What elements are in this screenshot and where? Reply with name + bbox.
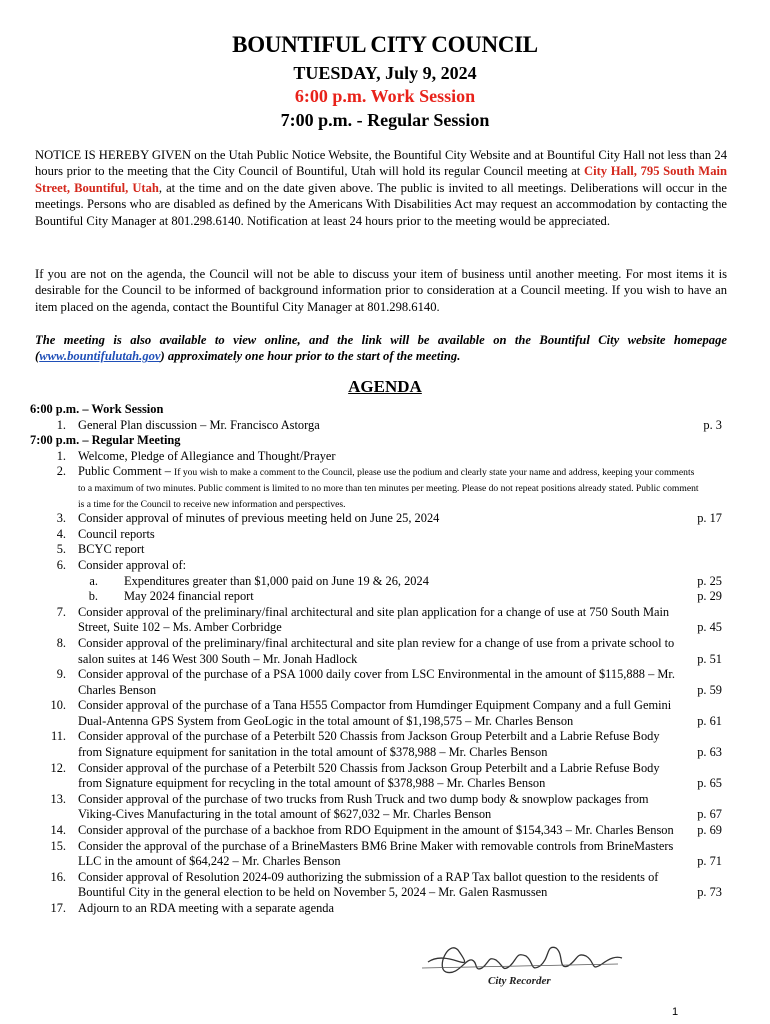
meeting-location: City Hall, 795 South Main Street, Bountiful, Utah: [35, 164, 727, 195]
item-number: 17.: [50, 901, 66, 915]
agenda-item: [30, 901, 730, 917]
agenda-item: [30, 761, 730, 792]
remaining-agenda-items: [30, 605, 730, 917]
item-text: May 2024 financial report: [124, 589, 254, 604]
agenda-item: [30, 667, 730, 698]
meeting-date: TUESDAY, July 9, 2024: [293, 63, 477, 83]
agenda-sub-item: [30, 574, 730, 590]
item-text: Consider approval of the purchase of a PSA 1000 daily cover from LSC Environmental in the amount of $115,888 – Mr. Charles Benson: [78, 667, 675, 697]
page-reference: p. 63: [697, 745, 722, 760]
item-number: 16.: [50, 869, 66, 884]
item-text: Consider approval of the preliminary/final architectural and site plan review for a change of use from a private school to salon suites at 146 West 300 South – Mr. Jonah Hadlock: [78, 635, 675, 666]
item-text: Consider the approval of the purchase of a BrineMasters BM6 Brine Maker with removable controls from BrineMasters LLC in the amount of $64,242 – Mr. Charles Benson: [78, 838, 674, 869]
page-reference: p. 61: [697, 713, 722, 728]
council-title: BOUNTIFUL CITY COUNCIL: [232, 32, 538, 57]
agenda-item: [30, 823, 730, 839]
item-text: Consider approval of the purchase of a Peterbilt 520 Chassis from Jackson Group Peterbilt and a Labrie Refuse Body from Signature equipment for recycling in the total amount of $378,988 – Mr. Charles Benson: [78, 760, 660, 791]
agenda-list: [30, 402, 730, 917]
page-reference: p. 73: [697, 885, 722, 900]
agenda-item: [30, 418, 730, 434]
agenda-item: [30, 870, 730, 901]
regular-meeting-heading: 7:00 p.m. – Regular Meeting: [30, 433, 181, 448]
work-session-time: 6:00 p.m. Work Session: [294, 86, 476, 106]
page-reference: p. 71: [697, 854, 722, 869]
agenda-item: 5. BCYC report: [56, 542, 145, 557]
item-text: Expenditures greater than $1,000 paid on June 19 & 26, 2024: [124, 573, 429, 588]
item-number: 1.: [56, 417, 66, 432]
page-reference: p. 67: [697, 807, 722, 822]
signature-title: City Recorder: [488, 975, 551, 987]
agenda-request-paragraph: If you are not on the agenda, the Council will not be able to discuss your item of business until another meeting. For most items it is desirable for the Council to be informed of background information prior to consideration at a Council meeting. If you wish to have an item placed on the agenda, contact the Bountiful City Manager at 801.298.6140.: [35, 267, 727, 314]
agenda-sub-item: [30, 589, 730, 605]
item-number: a.: [89, 573, 98, 588]
city-recorder-signature: [418, 938, 628, 990]
work-session-heading: 6:00 p.m. – Work Session: [30, 402, 164, 416]
item-number: 15.: [50, 838, 66, 853]
item-number: 11.: [50, 729, 66, 744]
page-reference: p. 25: [697, 573, 722, 588]
item-text: Consider approval of the purchase of two trucks from Rush Truck and two dump body & snowplow packages from Viking-Cives Manufacturing in the total amount of $627,032 – Mr. Charles Benson: [78, 791, 649, 822]
item-number: 8.: [56, 635, 66, 650]
page-reference: p. 45: [697, 620, 722, 635]
page-reference: p. 29: [697, 589, 722, 604]
agenda-item: 3. Consider approval of minutes of previous meeting held on June 25, 2024 p. 17: [56, 511, 722, 526]
item-number: 10.: [50, 698, 66, 713]
item-text: Consider approval of Resolution 2024-09 authorizing the submission of a RAP Tax ballot question to the residents of Bountiful City in the general election to be held on November 5, 2024 – Mr. Galen Rasmussen: [78, 869, 659, 900]
item-number: 7.: [56, 604, 66, 619]
item-text: Consider approval of the purchase of a Tana H555 Compactor from Humdinger Equipment Company and a full Gemini Dual-Antenna GPS System from GeoLogic in the total amount of $1,198,575 – Mr. Charles Benson: [78, 698, 672, 728]
regular-session-time: 7:00 p.m. - Regular Session: [280, 110, 490, 130]
agenda-item: [30, 839, 730, 870]
page-reference: p. 51: [697, 651, 722, 666]
item-number: 14.: [50, 823, 66, 838]
item-number: 12.: [50, 760, 66, 775]
item-text: Consider approval of the preliminary/final architectural and site plan application for a change of use at 750 South Main Street, Suite 102 – Ms. Amber Corbridge: [78, 604, 670, 635]
website-link[interactable]: www.bountifulutah.gov: [39, 349, 161, 364]
public-comment-instructions: If you wish to make a comment to the Council, please use the podium and clearly state your name and address, keeping your comments to a maximum of two minutes. Public comment is limited to no more than ten minutes per meeting. Please do not repeat positions already stated. Public comment is a time for the Council to receive new information and perspectives.: [78, 467, 699, 510]
agenda-item: 6. Consider approval of:: [56, 557, 187, 572]
page-reference: p. 3: [703, 417, 722, 432]
agenda-item: 4. Council reports: [56, 526, 155, 541]
page-number: 1: [672, 1006, 679, 1018]
agenda-item: [30, 636, 730, 667]
item-text: General Plan discussion – Mr. Francisco Astorga: [78, 417, 320, 432]
item-number: 9.: [56, 667, 66, 682]
agenda-heading: AGENDA: [348, 377, 422, 396]
agenda-item: [30, 792, 730, 823]
approval-sub-items: [30, 574, 730, 605]
agenda-item: 1. Welcome, Pledge of Allegiance and Thought/Prayer: [56, 448, 336, 463]
agenda-item-public-comment: 2. Public Comment – If you wish to make a comment to the Council, please use the podium and clearly state your name and address, keeping your comments to a maximum of two minutes. Public comment is limited to no more than ten minutes per meeting. Please do not repeat positions already stated. Public comment is a time for the Council to receive new information and perspectives.: [56, 464, 699, 510]
page-reference: p. 17: [697, 511, 722, 526]
public-notice-paragraph: NOTICE IS HEREBY GIVEN on the Utah Public Notice Website, the Bountiful City Website and at Bountiful City Hall not less than 24 hours prior to the meeting that the City Council of Bountiful, Utah will hold its regular Council meeting at City Hall, 795 South Main Street, Bountiful, Utah, at the time and on the date given above. The public is invited to all meetings. Deliberations will occur in the meetings. Persons who are disabled as defined by the Americans With Disabilities Act may request an accommodation by contacting the Bountiful City Manager at 801.298.6140. Notification at least 24 hours prior to the meeting would be appreciated.: [35, 148, 727, 228]
page-reference: p. 69: [697, 823, 722, 838]
agenda-item: [30, 729, 730, 760]
page-reference: p. 59: [697, 682, 722, 697]
online-viewing-paragraph: The meeting is also available to view online, and the link will be available on the Bountiful City website homepage (www.bountifulutah.gov) approximately one hour prior to the start of the meeting.: [35, 333, 727, 364]
item-text: Consider approval of the purchase of a Peterbilt 520 Chassis from Jackson Group Peterbilt and a Labrie Refuse Body from Signature equipment for sanitation in the total amount of $378,988 – Mr. Charles Benson: [78, 729, 660, 760]
item-number: 13.: [50, 791, 66, 806]
item-text: Consider approval of the purchase of a backhoe from RDO Equipment in the amount of $154,343 – Mr. Charles Benson: [78, 823, 674, 838]
page-reference: p. 65: [697, 776, 722, 791]
agenda-item: [30, 698, 730, 729]
agenda-item: [30, 605, 730, 636]
work-session-items: [30, 418, 730, 434]
item-number: b.: [88, 589, 98, 604]
item-text: Adjourn to an RDA meeting with a separate agenda: [78, 901, 334, 915]
